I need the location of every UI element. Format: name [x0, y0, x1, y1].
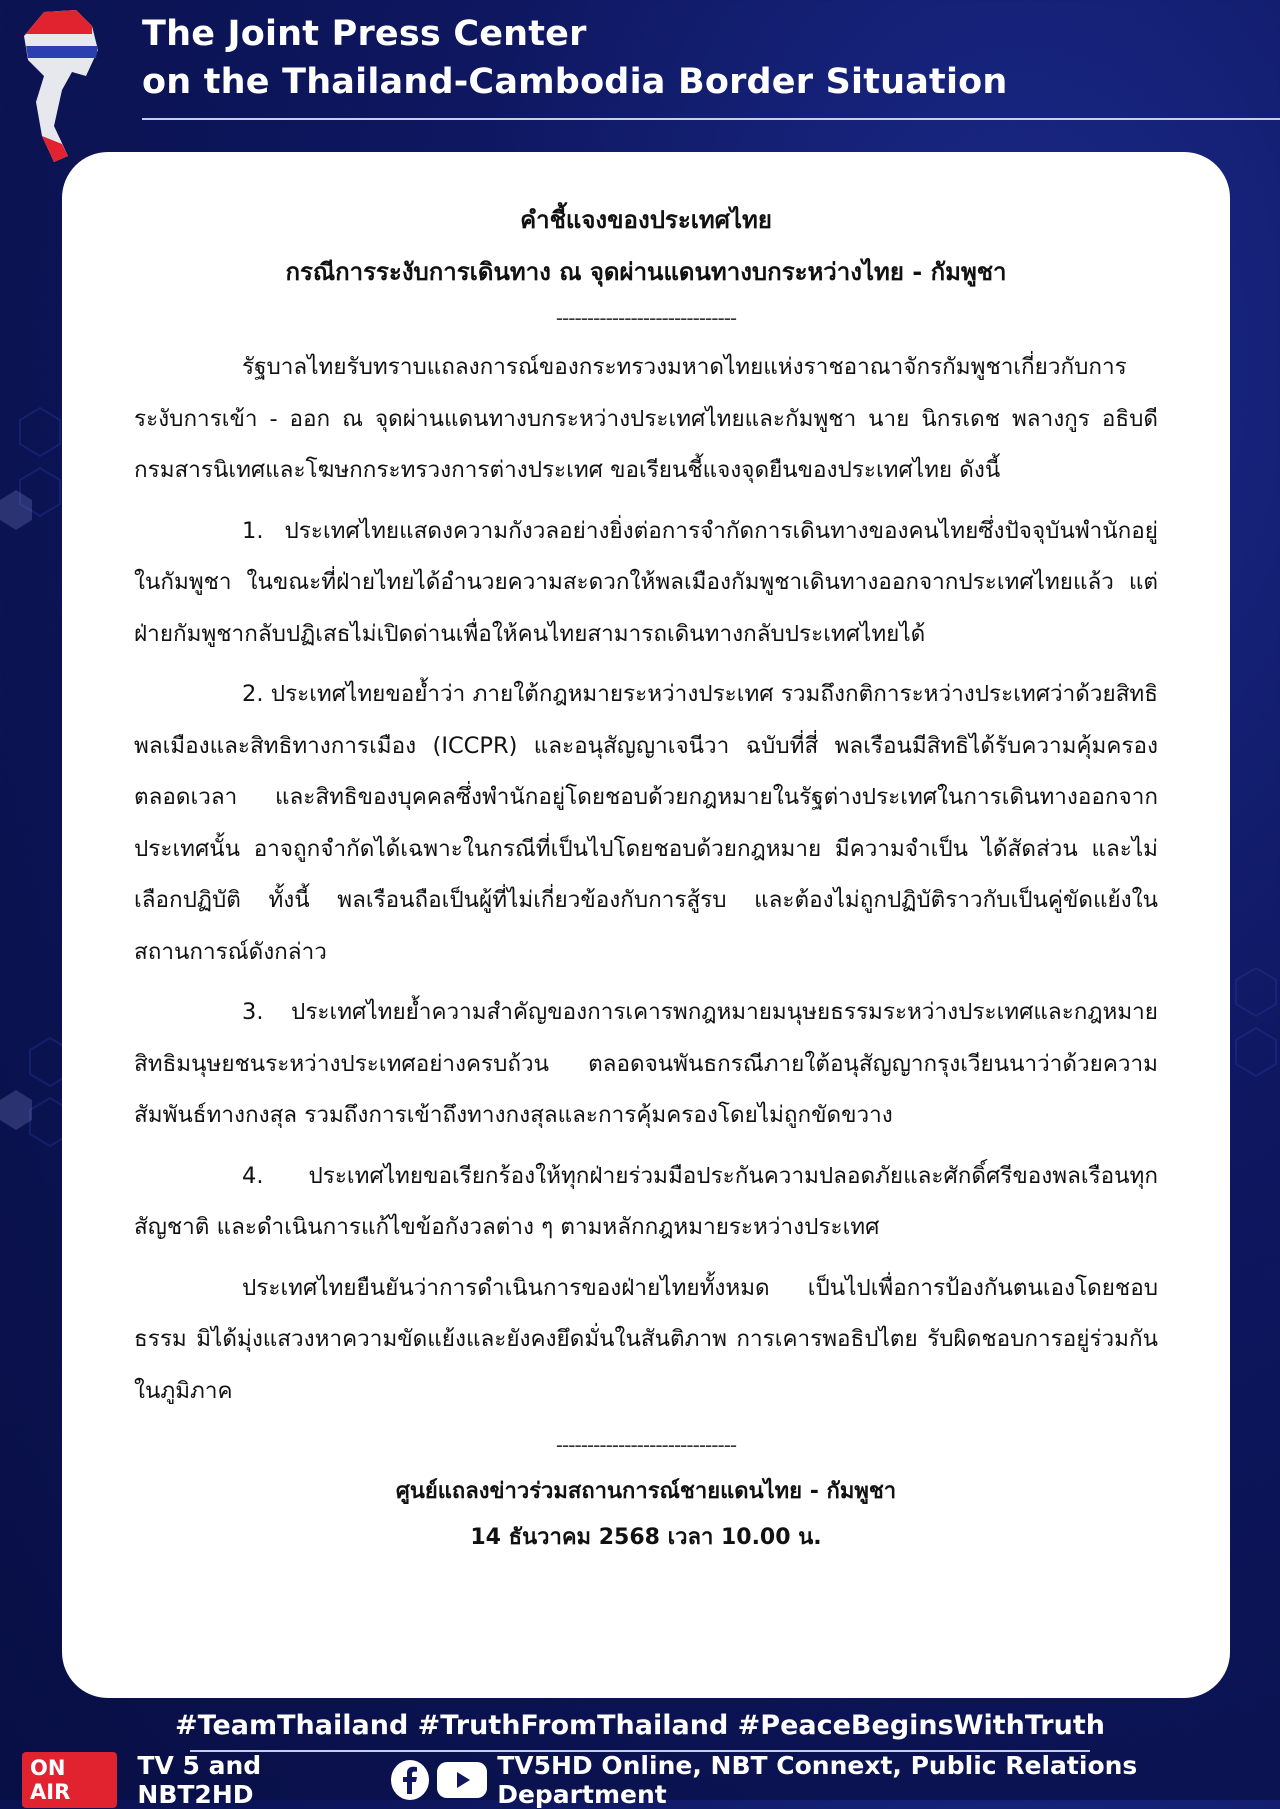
point-2-paragraph: 2. ประเทศไทยขอย้ำว่า ภายใต้กฎหมายระหว่างประเทศ รวมถึงกติการะหว่างประเทศว่าด้วยสิทธิพลเมืองและสิทธิทางการเมือง (ICCPR) และอนุสัญญาเจนีวา ฉบับที่สี่ พลเรือนมีสิทธิได้รับความคุ้มครองตลอดเวลา และสิทธิของบุคคลซึ่งพำนักอยู่โดยชอบด้วยกฎหมายในรัฐต่างประเทศในการเดินทางออกจากประเทศนั้น อาจถูกจำกัดได้เฉพาะในกรณีที่เป็นไปโดยชอบด้วยกฎหมาย มีความจำเป็น ได้สัดส่วน และไม่เลือกปฏิบัติ ทั้งนี้ พลเรือนถือเป็นผู้ที่ไม่เกี่ยวข้องกับการสู้รบ และต้องไม่ถูกปฏิบัติราวกับเป็นคู่ขัดแย้งในสถานการณ์ดังกล่าว	[134, 681, 1158, 965]
intro-paragraph: รัฐบาลไทยรับทราบแถลงการณ์ของกระทรวงมหาดไทยแห่งราชอาณาจักรกัมพูชาเกี่ยวกับการระงับการเข้า - ออก ณ จุดผ่านแดนทางบกระหว่างประเทศไทยและกัมพูชา นาย นิกรเดช พลางกูร อธิบดีกรมสารนิเทศและโฆษกกระทรวงการต่างประเทศ ขอเรียนชี้แจงจุดยืนของประเทศไทย ดังนี้	[134, 354, 1158, 483]
title-line-1: The Joint Press Center	[142, 14, 587, 54]
online-channels: TV5HD Online, NBT Connext, Public Relations Department	[497, 1751, 1138, 1809]
hashtags: #TeamThailand #TruthFromThailand #PeaceBeginsWithTruth	[175, 1710, 1105, 1741]
facebook-icon	[391, 1760, 429, 1800]
youtube-icon	[437, 1762, 487, 1798]
point-3-paragraph: 3. ประเทศไทยย้ำความสำคัญของการเคารพกฎหมายมนุษยธรรมระหว่างประเทศและกฎหมายสิทธิมนุษยชนระหว่างประเทศอย่างครบถ้วน ตลอดจนพันธกรณีภายใต้อนุสัญญากรุงเวียนนาว่าด้วยความสัมพันธ์ทางกงสุล รวมถึงการเข้าถึงทางกงสุลและการคุ้มครองโดยไม่ถูกขัดขวาง	[134, 999, 1158, 1128]
document-subtitle: กรณีการระงับการเดินทาง ณ จุดผ่านแดนทางบกระหว่างไทย - กัมพูชา	[285, 258, 1007, 286]
header-divider	[142, 118, 1280, 120]
closing-paragraph: ประเทศไทยยืนยันว่าการดำเนินการของฝ่ายไทยทั้งหมด เป็นไปเพื่อการป้องกันตนเองโดยชอบธรรม มิได้มุ่งแสวงหาความขัดแย้งและยังคงยึดมั่นในสันติภาพ การเคารพอธิปไตย รับผิดชอบการอยู่ร่วมกันในภูมิภาค	[134, 1274, 1158, 1404]
thailand-map-flag-icon	[14, 6, 110, 166]
point-1-paragraph: 1. ประเทศไทยแสดงความกังวลอย่างยิ่งต่อการจำกัดการเดินทางของคนไทยซึ่งปัจจุบันพำนักอยู่ในกัมพูชา ในขณะที่ฝ่ายไทยได้อำนวยความสะดวกให้พลเมืองกัมพูชาเดินทางออกจากประเทศไทยแล้ว แต่ฝ่ายกัมพูชากลับปฏิเสธไม่เปิดด่านเพื่อให้คนไทยสามารถเดินทางกลับประเทศไทยได้	[134, 517, 1158, 647]
broadcast-bar	[22, 1751, 1280, 1809]
bottom-divider: -----------------------------	[555, 1433, 737, 1457]
on-air-badge: ON AIR	[22, 1752, 117, 1808]
point-4-paragraph: 4. ประเทศไทยขอเรียกร้องให้ทุกฝ่ายร่วมมือประกันความปลอดภัยและศักดิ์ศรีของพลเรือนทุกสัญชาติ และดำเนินการแก้ไขข้อกังวลต่าง ๆ ตามหลักกฎหมายระหว่างประเทศ	[134, 1162, 1158, 1240]
title-line-2: on the Thailand-Cambodia Border Situation	[142, 62, 1008, 102]
issuer-signature: ศูนย์แถลงข่าวร่วมสถานการณ์ชายแดนไทย - กัมพูชา	[395, 1479, 897, 1504]
signature-block	[134, 1431, 1158, 1561]
issue-date: 14 ธันวาคม 2568 เวลา 10.00 น.	[470, 1525, 822, 1550]
statement-document	[134, 152, 1158, 1561]
top-divider: -----------------------------	[555, 306, 737, 330]
page-title	[142, 10, 1008, 106]
document-title: คำชี้แจงของประเทศไทย	[520, 206, 772, 234]
tv-channels: TV 5 and NBT2HD	[137, 1751, 262, 1809]
statement-card	[62, 152, 1230, 1698]
